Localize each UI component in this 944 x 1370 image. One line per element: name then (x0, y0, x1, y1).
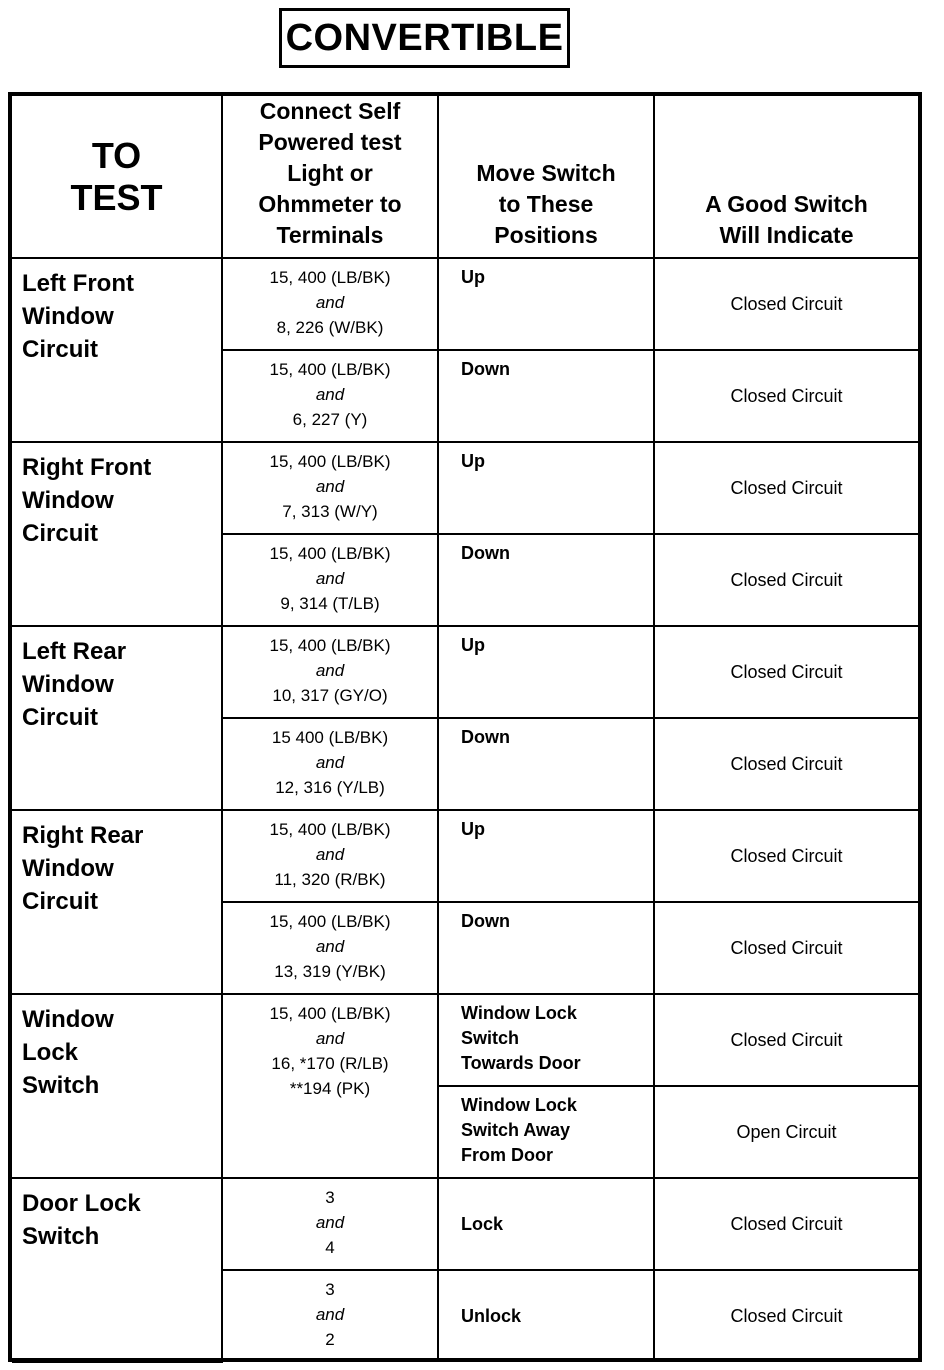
table-row (12, 258, 918, 350)
table-row (12, 810, 918, 902)
position-cell (438, 810, 654, 902)
cell-line: 15, 400 (LB/BK) (269, 268, 391, 287)
cell-line: 11, 320 (R/BK) (274, 870, 386, 889)
position-line: Window Lock (461, 1095, 577, 1115)
indication-cell: Closed Circuit (654, 902, 918, 994)
cell-line: 15, 400 (LB/BK) (269, 912, 391, 931)
table-row (12, 1178, 918, 1270)
cell-line: and (315, 937, 345, 956)
cell-line: 15, 400 (LB/BK) (269, 1004, 391, 1023)
label-line: Switch (22, 1072, 100, 1099)
position-line: Down (461, 727, 510, 747)
indication-cell: Closed Circuit (654, 1178, 918, 1270)
indication-cell: Closed Circuit (654, 534, 918, 626)
label-line: Window (22, 671, 114, 698)
terminals-cell (222, 902, 438, 994)
terminals-cell (222, 810, 438, 902)
test-label (12, 1178, 222, 1362)
position-cell (438, 994, 654, 1086)
label-line: Window (22, 1006, 114, 1033)
switch-test-table (12, 96, 918, 1363)
position-cell (438, 442, 654, 534)
cell-line: 9, 314 (T/LB) (280, 594, 380, 613)
cell-line: and (315, 569, 345, 588)
terminals-cell (222, 994, 438, 1178)
cell-line: 13, 319 (Y/BK) (274, 962, 386, 981)
cell-line: 7, 313 (W/Y) (282, 502, 378, 521)
cell-line: 15, 400 (LB/BK) (269, 636, 391, 655)
indication-cell: Closed Circuit (654, 626, 918, 718)
position-line: Up (461, 819, 485, 839)
position-line: Up (461, 451, 485, 471)
position-line: Switch (461, 1028, 520, 1048)
indication-cell: Closed Circuit (654, 1270, 918, 1362)
cell-line: **194 (PK) (289, 1079, 371, 1098)
position-cell (438, 902, 654, 994)
cell-line: 3 (325, 1188, 335, 1207)
cell-line: 15 400 (LB/BK) (271, 728, 389, 747)
test-label (12, 442, 222, 626)
test-label (12, 626, 222, 810)
position-cell (438, 718, 654, 810)
indication-cell: Closed Circuit (654, 258, 918, 350)
test-label (12, 810, 222, 994)
position-cell (438, 350, 654, 442)
cell-line: and (315, 753, 345, 772)
label-line: Door Lock (22, 1190, 141, 1217)
indication-cell: Open Circuit (654, 1086, 918, 1178)
position-line: Up (461, 635, 485, 655)
cell-line: 15, 400 (LB/BK) (269, 544, 391, 563)
position-cell (438, 626, 654, 718)
cell-line: 15, 400 (LB/BK) (269, 360, 391, 379)
label-line: Window (22, 855, 114, 882)
position-line: Down (461, 543, 510, 563)
terminals-cell (222, 350, 438, 442)
terminals-cell (222, 534, 438, 626)
cell-line: 2 (325, 1330, 335, 1349)
position-line: Up (461, 267, 485, 287)
label-line: Circuit (22, 888, 99, 915)
test-label (12, 258, 222, 442)
table-row (12, 994, 918, 1086)
terminals-cell (222, 1178, 438, 1270)
position-cell (438, 534, 654, 626)
terminals-cell (222, 258, 438, 350)
title-box (279, 8, 570, 68)
cell-line: and (315, 1213, 345, 1232)
label-line: Right Front (22, 454, 152, 481)
position-cell (438, 258, 654, 350)
page-title: CONVERTIBLE (285, 16, 564, 59)
label-line: Left Front (22, 270, 134, 297)
terminals-cell (222, 442, 438, 534)
position-line: Window Lock (461, 1003, 577, 1023)
label-line: Circuit (22, 704, 99, 731)
position-line: From Door (461, 1145, 553, 1165)
cell-line: 3 (325, 1280, 335, 1299)
cell-line: 16, *170 (R/LB) (271, 1054, 389, 1073)
cell-line: and (315, 1305, 345, 1324)
header-row (12, 96, 918, 258)
position-line: Down (461, 911, 510, 931)
label-line: Window (22, 487, 114, 514)
label-line: Lock (22, 1039, 79, 1066)
cell-line: and (315, 845, 345, 864)
terminals-cell (222, 718, 438, 810)
cell-line: 15, 400 (LB/BK) (269, 820, 391, 839)
cell-line: and (315, 661, 345, 680)
terminals-cell (222, 626, 438, 718)
indication-cell: Closed Circuit (654, 718, 918, 810)
cell-line: 15, 400 (LB/BK) (269, 452, 391, 471)
position-cell (438, 1178, 654, 1270)
cell-line: and (315, 385, 345, 404)
terminals-cell (222, 1270, 438, 1362)
table-row (12, 442, 918, 534)
cell-line: 4 (325, 1238, 335, 1257)
position-line: Towards Door (461, 1053, 581, 1073)
cell-line: 12, 316 (Y/LB) (275, 778, 385, 797)
table-row (12, 626, 918, 718)
position-cell (438, 1086, 654, 1178)
cell-line: and (315, 1029, 345, 1048)
test-label (12, 994, 222, 1178)
header-to-test: TO TEST (12, 96, 222, 258)
label-line: Circuit (22, 520, 99, 547)
position-line: Unlock (461, 1306, 522, 1326)
position-line: Lock (461, 1213, 504, 1234)
position-cell (438, 1270, 654, 1362)
indication-cell: Closed Circuit (654, 350, 918, 442)
position-line: Switch Away (461, 1120, 571, 1140)
label-line: Circuit (22, 336, 99, 363)
indication-cell: Closed Circuit (654, 442, 918, 534)
label-line: Switch (22, 1223, 100, 1250)
indication-cell: Closed Circuit (654, 994, 918, 1086)
cell-line: 8, 226 (W/BK) (276, 318, 384, 337)
indication-cell: Closed Circuit (654, 810, 918, 902)
cell-line: 6, 227 (Y) (292, 410, 368, 429)
header-move-switch: Move Switch to These Positions (438, 96, 654, 258)
header-good-switch: A Good Switch Will Indicate (654, 96, 918, 258)
header-connect-terminals: Connect Self Powered test Light or Ohmmeter to Terminals (222, 96, 438, 258)
position-line: Down (461, 359, 510, 379)
cell-line: and (315, 477, 345, 496)
cell-line: and (315, 293, 345, 312)
label-line: Left Rear (22, 638, 127, 665)
cell-line: 10, 317 (GY/O) (272, 686, 388, 705)
label-line: Window (22, 303, 114, 330)
label-line: Right Rear (22, 822, 144, 849)
